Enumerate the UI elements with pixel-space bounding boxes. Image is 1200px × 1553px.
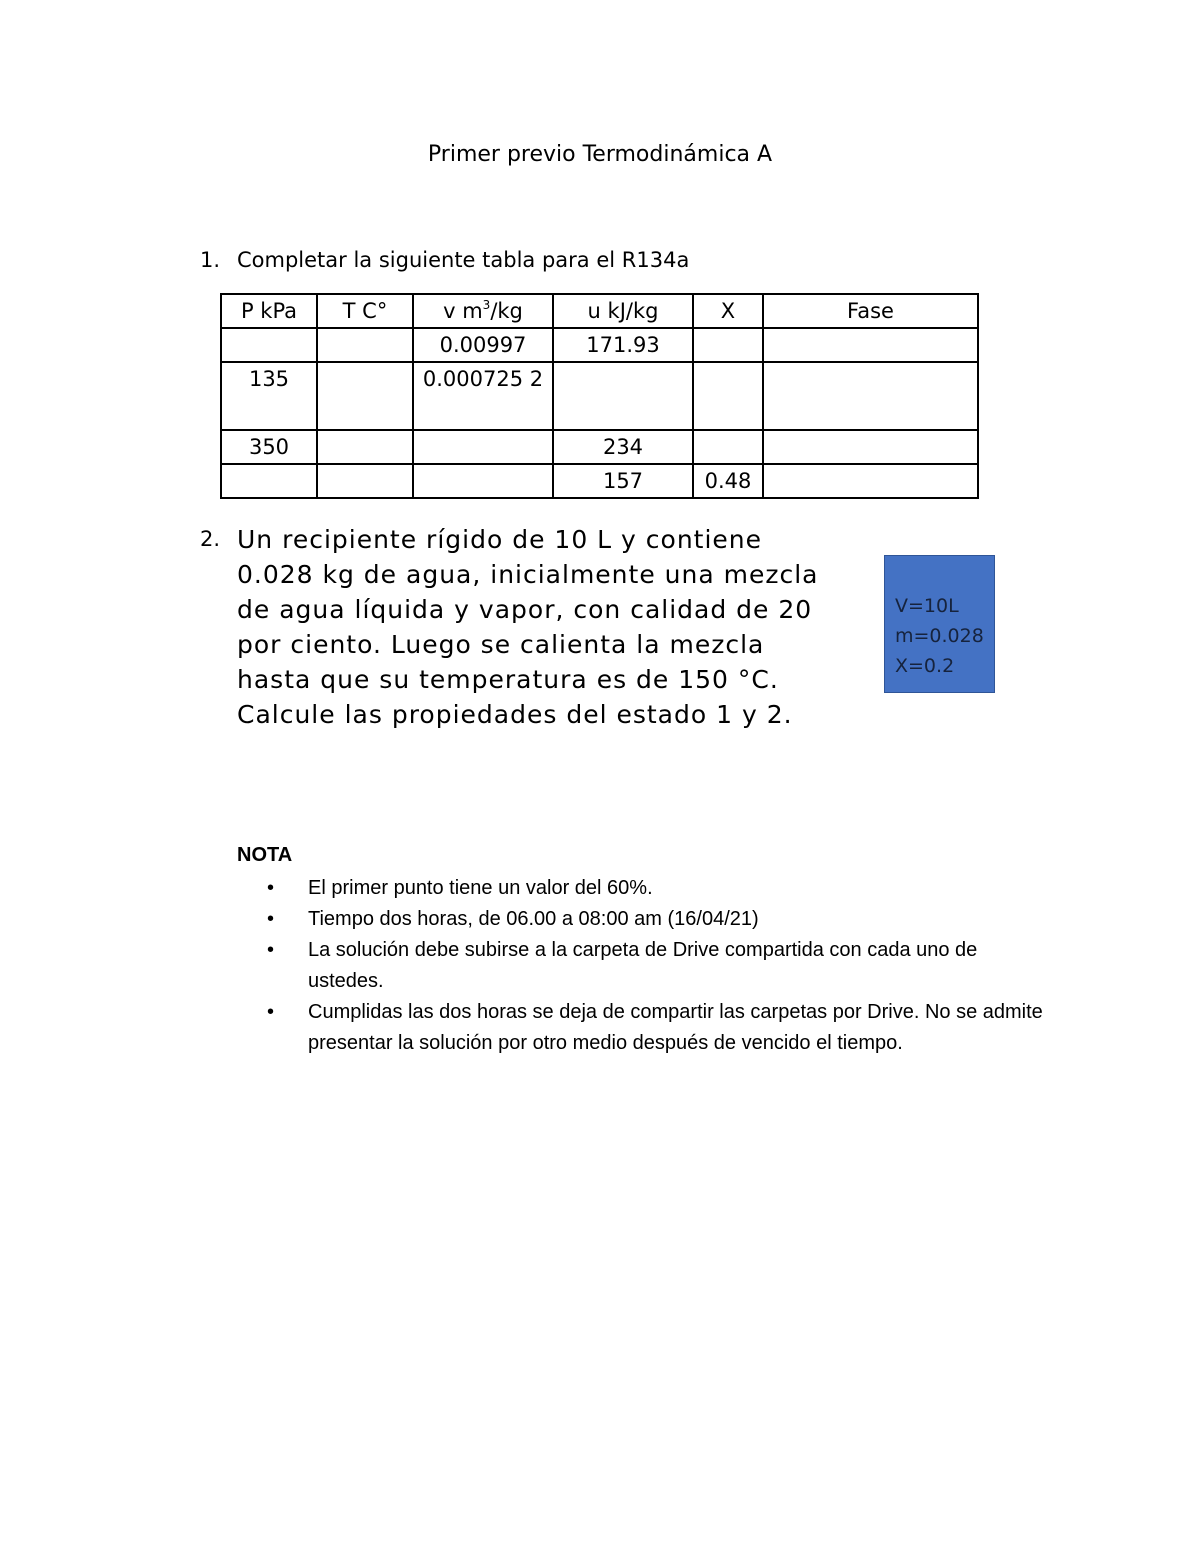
bullet-icon: •: [267, 877, 275, 899]
question-1-text: Completar la siguiente tabla para el R134a: [237, 248, 690, 272]
question-2-line: por ciento. Luego se calienta la mezcla: [237, 630, 765, 659]
list-item-text: La solución debe subirse a la carpeta de Drive compartida con cada uno de ustedes.: [308, 939, 978, 992]
question-2-number: 2.: [200, 527, 221, 551]
header-temperature: T C°: [317, 294, 413, 328]
box-mass: m=0.028: [895, 625, 984, 647]
question-2-line: de agua líquida y vapor, con calidad de 20: [237, 595, 813, 624]
notes-list: [237, 873, 1057, 1059]
table-row: [221, 464, 978, 498]
table-row: [221, 328, 978, 362]
table-cell: [693, 362, 763, 430]
table-cell: [763, 328, 978, 362]
question-2-line: Un recipiente rígido de 10 L y contiene: [237, 525, 763, 554]
question-2-line: Calcule las propiedades del estado 1 y 2.: [237, 700, 793, 729]
table-row: [221, 430, 978, 464]
header-quality: X: [693, 294, 763, 328]
table-cell: [317, 328, 413, 362]
table-cell: [221, 464, 317, 498]
table-cell: [553, 362, 693, 430]
table-row: [221, 362, 978, 430]
header-specific-volume-unit: /kg: [490, 299, 523, 323]
list-item: [237, 873, 1057, 904]
header-internal-energy: u kJ/kg: [553, 294, 693, 328]
table-cell: [763, 362, 978, 430]
table-cell: 157: [553, 464, 693, 498]
question-2-line: hasta que su temperatura es de 150 °C.: [237, 665, 779, 694]
table-cell: [317, 362, 413, 430]
table-cell: 0.48: [693, 464, 763, 498]
table-cell: [413, 430, 553, 464]
list-item: [237, 935, 1057, 997]
table-cell: 171.93: [553, 328, 693, 362]
header-pressure: P kPa: [221, 294, 317, 328]
r134a-table: [220, 293, 979, 499]
header-specific-volume: [413, 294, 553, 328]
bullet-icon: •: [267, 1001, 275, 1023]
table-cell: 135: [221, 362, 317, 430]
header-specific-volume-exponent: 3: [482, 298, 491, 312]
question-2-text: [237, 522, 860, 732]
table-cell: [693, 328, 763, 362]
question-1-number: 1.: [200, 248, 221, 272]
list-item-text: Tiempo dos horas, de 06.00 a 08:00 am (16/04/21): [308, 908, 759, 930]
table-cell: 234: [553, 430, 693, 464]
table-cell: [221, 328, 317, 362]
table-cell: [763, 430, 978, 464]
list-item-text: El primer punto tiene un valor del 60%.: [308, 877, 653, 899]
header-specific-volume-label: v m: [443, 299, 483, 323]
table-cell: [693, 430, 763, 464]
table-cell: 350: [221, 430, 317, 464]
table-header-row: [221, 294, 978, 328]
document-title: Primer previo Termodinámica A: [427, 142, 773, 167]
notes-section: [237, 844, 1057, 1059]
box-volume: V=10L: [895, 595, 959, 617]
list-item: [237, 997, 1057, 1059]
table-cell: [317, 430, 413, 464]
table-cell: [763, 464, 978, 498]
bullet-icon: •: [267, 939, 275, 961]
question-1: [200, 248, 689, 272]
question-2: [200, 522, 860, 732]
notes-heading: NOTA: [237, 844, 293, 866]
table-cell: [317, 464, 413, 498]
list-item-text: Cumplidas las dos horas se deja de compartir las carpetas por Drive. No se admite presentar la solución por otro medio después de vencido el tiempo.: [308, 1001, 1043, 1054]
bullet-icon: •: [267, 908, 275, 930]
table-cell: 0.00997: [413, 328, 553, 362]
header-phase: Fase: [763, 294, 978, 328]
table-cell: 0.000725 2: [413, 362, 553, 430]
table-cell: [413, 464, 553, 498]
list-item: [237, 904, 1057, 935]
given-values-box: [884, 555, 995, 693]
question-2-line: 0.028 kg de agua, inicialmente una mezcla: [237, 560, 819, 589]
box-quality: X=0.2: [895, 655, 955, 677]
